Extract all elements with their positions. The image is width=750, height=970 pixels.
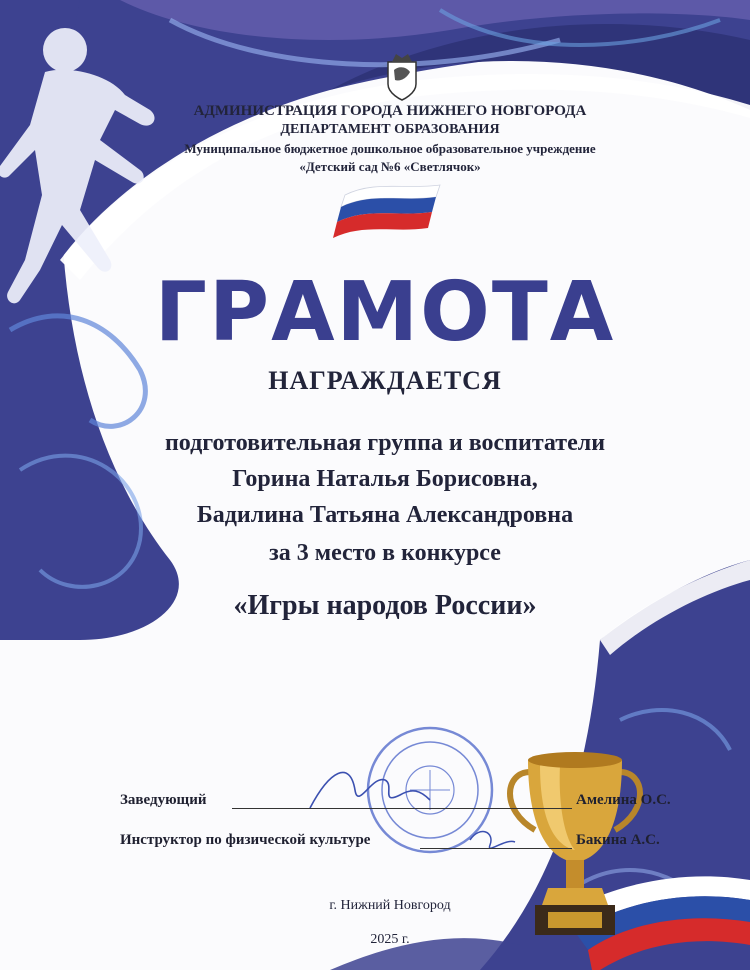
- year-label: 2025 г.: [370, 932, 410, 947]
- org-line-1: АДМИНИСТРАЦИЯ ГОРОДА НИЖНЕГО НОВГОРОДА: [193, 103, 587, 119]
- award-reason: за 3 место в конкурсе: [269, 540, 501, 566]
- recipient-line-2: Горина Наталья Борисовна,: [232, 466, 538, 492]
- russian-flag-icon: [333, 185, 440, 238]
- org-line-2: ДЕПАРТАМЕНТ ОБРАЗОВАНИЯ: [280, 122, 500, 137]
- instructor-role-label: Инструктор по физической культуре: [120, 832, 371, 848]
- instructor-name: Бакина А.С.: [576, 832, 660, 848]
- recipient-line-3: Бадилина Татьяна Александровна: [196, 502, 574, 528]
- instructor-signature-line: [420, 848, 572, 849]
- instructor-signature-icon: [470, 832, 515, 849]
- head-signature-line: [232, 808, 572, 809]
- certificate-title: ГРАМОТА: [154, 265, 616, 360]
- org-line-4: «Детский сад №6 «Светлячок»: [299, 159, 481, 174]
- recipient-line-1: подготовительная группа и воспитатели: [164, 430, 606, 456]
- contest-name: «Игры народов России»: [233, 590, 537, 621]
- head-role-label: Заведующий: [120, 792, 207, 808]
- awarded-heading: НАГРАЖДАЕТСЯ: [268, 366, 502, 395]
- official-stamp-icon: [368, 728, 492, 852]
- head-name: Амелина О.С.: [576, 792, 671, 808]
- org-line-3: Муниципальное бюджетное дошкольное образовательное учреждение: [184, 141, 596, 156]
- city-label: г. Нижний Новгород: [329, 898, 451, 913]
